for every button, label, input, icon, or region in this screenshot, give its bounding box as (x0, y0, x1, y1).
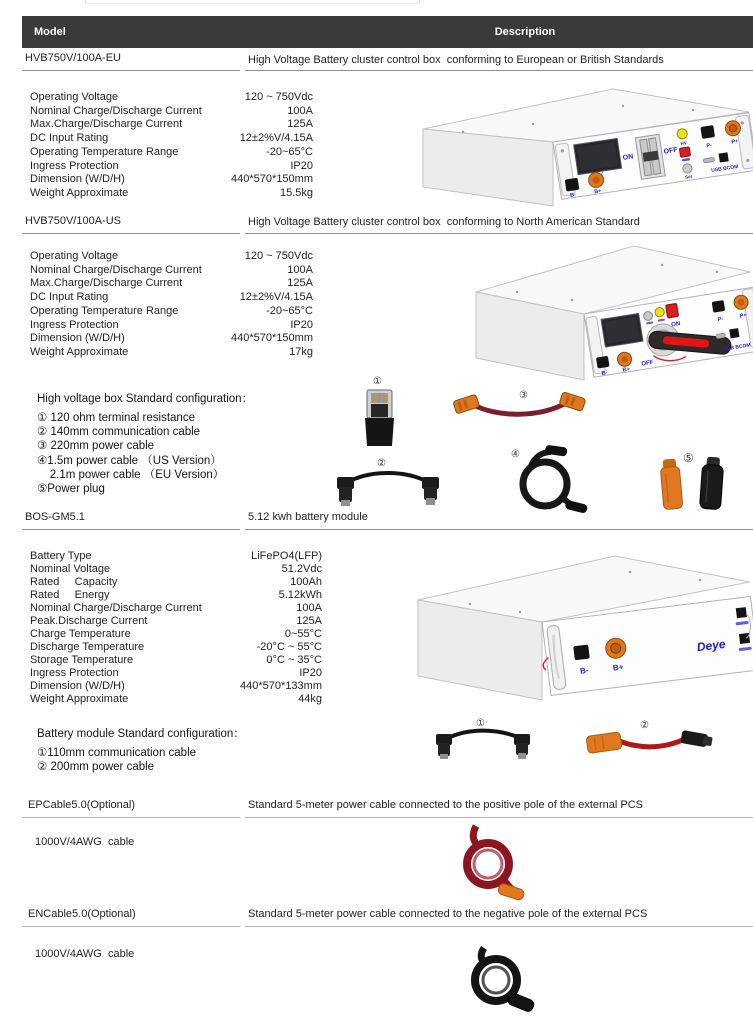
divider (245, 233, 753, 234)
spec-row (30, 667, 322, 680)
battery-module-image (400, 552, 753, 704)
power-cable-long-image (503, 444, 591, 518)
module-power-cable-image (585, 728, 715, 758)
terminal-resistor-image (361, 388, 399, 448)
power-plug-image (653, 455, 735, 517)
spec-row (30, 576, 322, 589)
spec-value: -20~65°C (266, 145, 313, 158)
spec-label: Dimension (W/D/H) (30, 173, 125, 186)
bcom-port-2 (739, 633, 750, 644)
spec-row (30, 628, 322, 641)
divider (245, 529, 753, 530)
spec-row (30, 105, 313, 119)
spec-value: 125A (287, 277, 313, 290)
divider (245, 817, 753, 818)
spec-label: Ingress Protection (30, 667, 119, 679)
spec-row (30, 146, 313, 160)
p-minus-label: P- (717, 316, 724, 324)
divider (245, 926, 753, 927)
p-plus-label: P+ (739, 312, 748, 320)
model-description-epcable: Standard 5-meter power cable connected to the positive pole of the external PCS (248, 799, 644, 811)
hv-config-item: ① 120 ohm terminal resistance (37, 412, 195, 424)
spec-label: Operating Temperature Range (30, 304, 179, 317)
cropped-artifact (85, 0, 420, 4)
model-description-eu: High Voltage Battery cluster control box conforming to European or British Standards (248, 54, 664, 66)
spec-row (30, 118, 313, 132)
module-config-block (37, 727, 317, 774)
b-minus-label: B- (579, 665, 589, 676)
spec-label: Discharge Temperature (30, 641, 145, 653)
spec-value: LiFePO4(LFP) (251, 550, 322, 562)
divider (22, 529, 240, 530)
table-header (22, 16, 753, 48)
model-name-module: BOS-GM5.1 (25, 511, 85, 523)
bcom-port-1 (736, 607, 747, 618)
on-label: ON (622, 153, 634, 162)
alarm-indicator (679, 147, 690, 157)
spec-row (30, 589, 322, 602)
divider (22, 70, 240, 71)
model-name-epcable: EPCable5.0(Optional) (28, 799, 136, 811)
spec-value: 440*570*150mm (231, 173, 313, 186)
b-minus-label: B- (569, 192, 577, 200)
divider (22, 817, 240, 818)
spec-value: 440*570*150mm (231, 332, 313, 345)
spec-label: Dimension (W/D/H) (30, 332, 125, 345)
spec-label: Charge Temperature (30, 628, 131, 640)
model-description-encable: Standard 5-meter power cable connected to the negative pole of the external PCS (248, 908, 648, 920)
spec-value: 15.5kg (279, 186, 313, 199)
spec-value: 0~55°C (284, 628, 322, 640)
spec-value: 100Ah (290, 576, 322, 588)
spec-label: DC Input Rating (30, 132, 109, 145)
spec-label: Operating Voltage (30, 91, 119, 103)
module-config-title: Battery module Standard configuration： (37, 728, 245, 740)
spec-value: IP20 (290, 159, 313, 172)
spec-label: Operating Temperature Range (30, 145, 179, 158)
spec-list-eu (30, 91, 313, 201)
off-label: OFF (641, 359, 654, 368)
spec-row (30, 319, 313, 333)
spec-label: Max.Charge/Discharge Current (30, 277, 183, 290)
p-minus-port (700, 125, 715, 139)
divider (22, 926, 240, 927)
spec-row (30, 132, 313, 146)
b-plus-label: B+ (612, 662, 624, 673)
hv-config-item: ③ 220mm power cable (37, 440, 155, 453)
usb-port (719, 152, 729, 162)
p-minus-label: P- (706, 142, 713, 150)
module-comm-cable-image (433, 726, 533, 760)
module-cable-1-label: ① (476, 718, 485, 729)
spec-value: 100A (287, 104, 313, 117)
module-config-item: ①110mm communication cable (37, 747, 197, 759)
spec-label: Weight Approximate (30, 693, 129, 705)
spec-value: 100A (296, 602, 322, 614)
hv-label: HV (680, 140, 688, 147)
hv-config-item: 2.1m power cable （EU Version） (37, 468, 225, 481)
epcable-item-label: 1000V/4AWG cable (35, 836, 135, 848)
module-cable-2-label: ② (640, 720, 649, 731)
usb-bcom-label: USB BCOM (723, 342, 752, 353)
spec-label: Nominal Charge/Discharge Current (30, 263, 202, 276)
spec-row (30, 160, 313, 174)
hv-config-item: ⑤Power plug (37, 483, 105, 496)
spec-label: Operating Voltage (30, 250, 119, 262)
spec-label: Rated Capacity (30, 576, 118, 588)
cable-4-label: ④ (511, 449, 520, 460)
spec-label: Nominal Charge/Discharge Current (30, 602, 202, 614)
spec-label: Weight Approximate (30, 345, 129, 358)
hv-config-title: High voltage box Standard configuration： (37, 393, 254, 405)
spec-value: 0°C ~ 35°C (266, 654, 322, 666)
set-label: Set (684, 173, 693, 180)
spec-row (30, 264, 313, 278)
spec-value: IP20 (290, 318, 313, 331)
spec-list-us (30, 250, 313, 360)
spec-value: 17kg (289, 345, 313, 358)
spec-row (30, 680, 322, 693)
spec-row (30, 250, 313, 264)
cable-2-label: ② (377, 458, 386, 469)
model-description-us: High Voltage Battery cluster control box conforming to North American Standard (248, 216, 640, 228)
spec-row (30, 277, 313, 291)
spec-value: -20~65°C (266, 304, 313, 317)
spec-value: 12±2%V/4.15A (239, 291, 313, 304)
p-minus-port (712, 300, 726, 313)
spec-value: 125A (296, 615, 322, 627)
b-minus-port (596, 356, 610, 369)
control-box-eu-image (403, 84, 751, 208)
b-minus-port (565, 178, 580, 192)
spec-label: Rated Energy (30, 589, 110, 601)
control-box-us-image (462, 240, 753, 382)
module-config-items (37, 746, 317, 774)
b-minus-port (573, 645, 590, 661)
cable-1-label: ① (373, 376, 382, 387)
spec-label: Peak.Discharge Current (30, 615, 148, 627)
spec-row (30, 346, 313, 360)
spec-row (30, 654, 322, 667)
spec-row (30, 291, 313, 305)
spec-value: IP20 (299, 667, 322, 679)
hv-config-block (37, 392, 317, 496)
spec-value: 120 ~ 750Vdc (244, 250, 313, 262)
spec-row (30, 563, 322, 576)
spec-row (30, 305, 313, 319)
module-config-item: ② 200mm power cable (37, 761, 155, 774)
spec-row (30, 602, 322, 615)
model-description-module: 5.12 kwh battery module (248, 511, 368, 523)
description-column-header: Description (494, 26, 556, 38)
model-name-encable: ENCable5.0(Optional) (28, 908, 136, 920)
b-plus-label: B+ (593, 188, 602, 196)
hv-config-item: ② 140mm communication cable (37, 426, 201, 439)
b-plus-label: B+ (622, 366, 631, 374)
encable-item-label: 1000V/4AWG cable (35, 948, 135, 960)
spec-value: 440*570*133mm (240, 680, 322, 692)
cable-3-label: ③ (519, 390, 528, 401)
spec-label: Nominal Voltage (30, 563, 111, 575)
brand-label: Deye (696, 636, 727, 655)
spec-row (30, 615, 322, 628)
spec-value: 12±2%V/4.15A (239, 132, 313, 145)
black-cable-image (458, 944, 544, 1014)
spec-row (30, 693, 322, 706)
spec-label: Nominal Charge/Discharge Current (30, 104, 202, 117)
usb-port (729, 328, 739, 338)
spec-value: 125A (287, 118, 313, 131)
spec-value: 44kg (298, 693, 322, 705)
cable-5-label: ⑤ (683, 451, 694, 465)
p-plus-label: P+ (731, 138, 739, 146)
usb-bcom-label: USB BCOM (710, 163, 739, 174)
spec-row (30, 550, 322, 563)
spec-row (30, 173, 313, 187)
spec-label: Dimension (W/D/H) (30, 680, 125, 692)
spec-label: Storage Temperature (30, 654, 134, 666)
alarm-indicator (666, 303, 679, 318)
divider (22, 233, 240, 234)
spec-value: 5.12kWh (278, 589, 322, 601)
model-name-eu: HVB750V/100A-EU (25, 52, 121, 64)
model-name-us: HVB750V/100A-US (25, 215, 121, 227)
spec-value: 51.2Vdc (281, 563, 322, 575)
spec-row (30, 91, 313, 105)
spec-list-module (30, 550, 322, 706)
hv-config-item: ④1.5m power cable （US Version） (37, 454, 222, 467)
power-cable-220-image (452, 390, 588, 424)
divider (245, 70, 753, 71)
spec-row (30, 332, 313, 346)
b-minus-label: B- (601, 370, 608, 377)
off-label: OFF (663, 146, 679, 156)
on-label: ON (670, 321, 681, 329)
comm-cable-140-image (333, 468, 443, 508)
spec-label: Max.Charge/Discharge Current (30, 118, 183, 131)
hv-config-items (37, 411, 317, 496)
spec-label: DC Input Rating (30, 291, 109, 304)
spec-row (30, 641, 322, 654)
spec-value: -20°C ~ 55°C (256, 641, 322, 653)
spec-label: Battery Type (30, 550, 92, 562)
spec-row (30, 187, 313, 201)
spec-value: 120 ~ 750Vdc (244, 91, 313, 103)
spec-label: Ingress Protection (30, 159, 119, 172)
spec-label: Weight Approximate (30, 186, 129, 199)
spec-value: 100A (287, 263, 313, 276)
red-cable-image (448, 822, 530, 904)
spec-label: Ingress Protection (30, 318, 119, 331)
model-column-header: Model (34, 26, 66, 38)
